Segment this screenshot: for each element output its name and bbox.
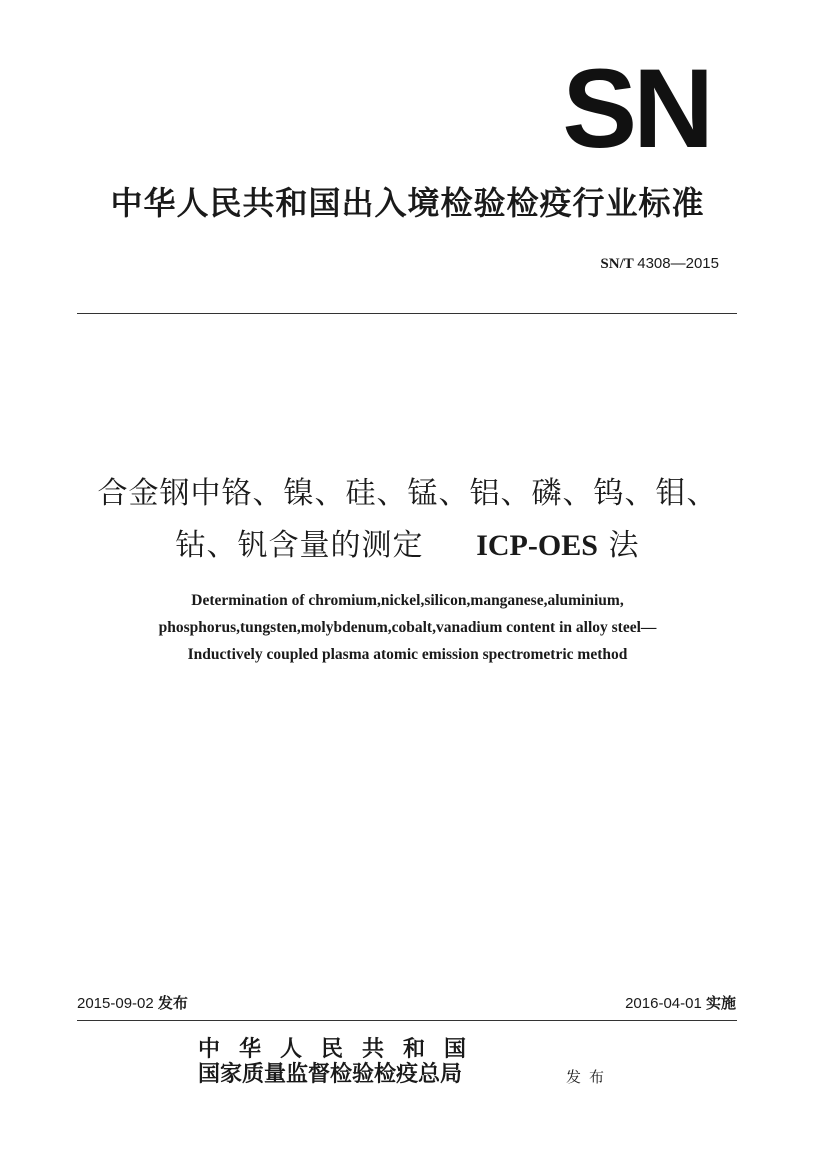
chinese-title-line-2 xyxy=(0,520,815,564)
standard-category: 中华人民共和国出入境检验检疫行业标准 xyxy=(110,184,705,222)
issuer-line-1: 中华人民共和国 xyxy=(198,1036,486,1062)
top-divider xyxy=(77,313,737,314)
issuer-action: 发布 xyxy=(566,1068,613,1086)
standard-code-number: 4308—2015 xyxy=(637,255,719,272)
english-title-line-3: Inductively coupled plasma atomic emission spectrometric method xyxy=(187,646,628,663)
implementation-date-label: 实施 xyxy=(705,994,736,1012)
issue-date-value: 2015-09-02 xyxy=(77,995,154,1012)
chinese-title-line-2-text: 钴、钒含量的测定 xyxy=(175,528,424,563)
english-title-line-2: phosphorus,tungsten,molybdenum,cobalt,vanadium content in alloy steel— xyxy=(158,619,657,636)
standard-code xyxy=(600,255,719,273)
issue-date-label: 发布 xyxy=(157,994,188,1012)
chinese-title-line-1: 合金钢中铬、镍、硅、锰、铝、磷、钨、钼、 xyxy=(97,476,718,511)
chinese-title-method-abbr: ICP-OES xyxy=(476,529,598,562)
standard-code-prefix: SN/T xyxy=(600,256,634,272)
chinese-title-method-suffix: 法 xyxy=(608,528,640,563)
issuer-line-2: 国家质量监督检验检疫总局 xyxy=(198,1061,463,1087)
issue-date xyxy=(77,992,188,1013)
implementation-date-value: 2016-04-01 xyxy=(625,995,702,1012)
english-title-line-1: Determination of chromium,nickel,silicon,manganese,aluminium, xyxy=(191,592,624,609)
bottom-divider xyxy=(77,1020,737,1021)
sn-logo: SN xyxy=(562,46,710,171)
implementation-date xyxy=(625,992,736,1013)
